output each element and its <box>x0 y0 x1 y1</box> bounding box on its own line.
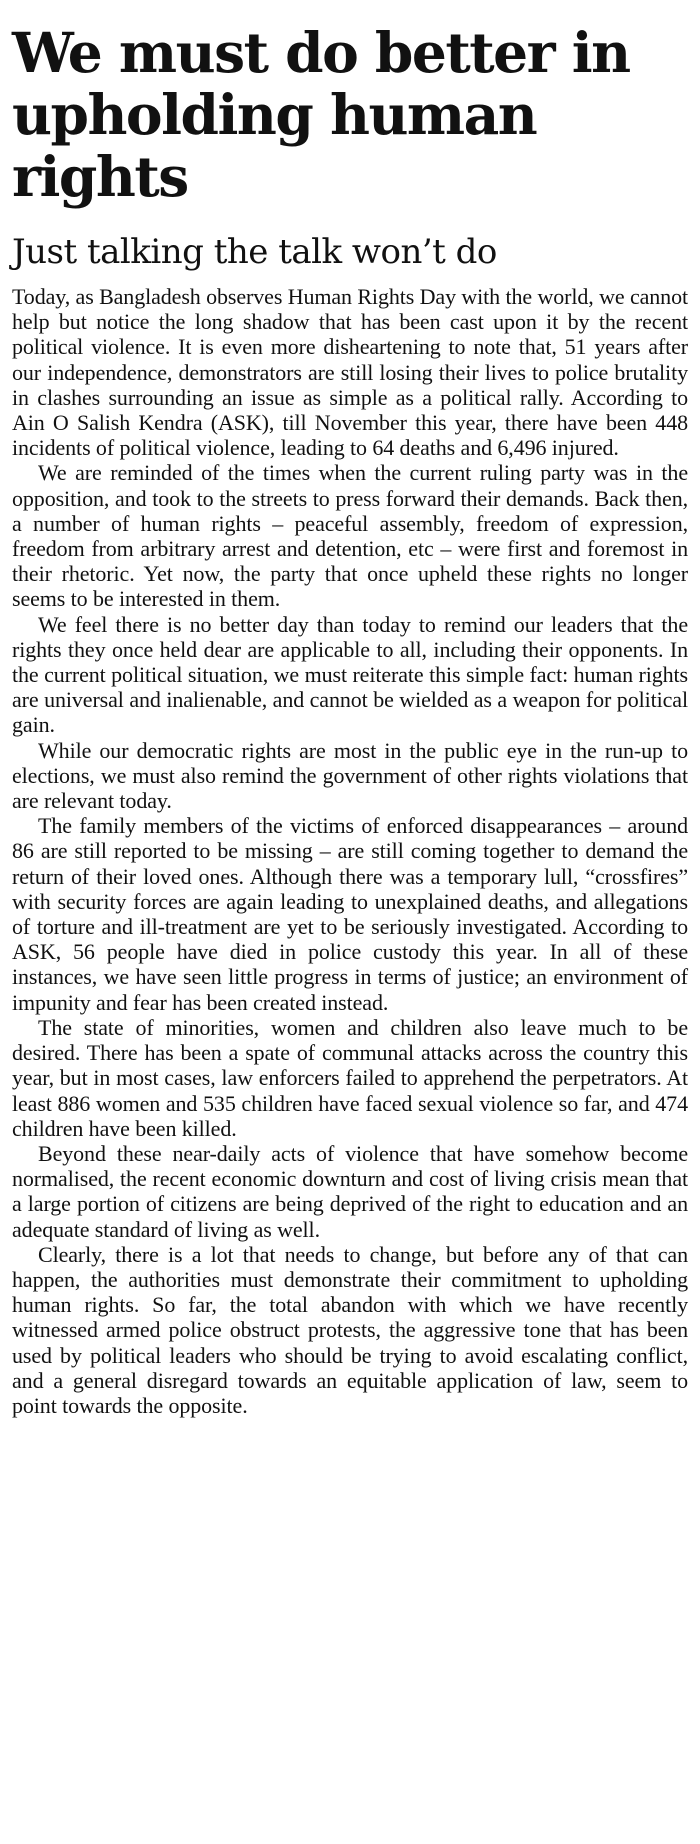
body-paragraph: While our democratic rights are most in the public eye in the run-up to elections, we must also remind the government of other rights violations that are relevant today. <box>12 737 688 814</box>
body-paragraph: The state of minorities, women and children also leave much to be desired. There has been a spate of communal attacks across the country this year, but in most cases, law enforcers failed to apprehend the perpetrators. At least 886 women and 535 children have faced sexual violence so far, and 474 children have been killed. <box>12 1014 688 1141</box>
body-paragraph: Clearly, there is a lot that needs to change, but before any of that can happen, the authorities must demonstrate their commitment to upholding human rights. So far, the total abandon with which we have recently witnessed armed police obstruct protests, the aggressive tone that has been used by political leaders who should be trying to avoid escalating conflict, and a general disregard towards an equitable application of law, seem to point towards the opposite. <box>12 1241 688 1418</box>
subheadline: Just talking the talk won’t do <box>12 232 497 272</box>
article-body <box>12 284 688 1418</box>
body-paragraph: Beyond these near-daily acts of violence that have somehow become normalised, the recent economic downturn and cost of living crisis mean that a large portion of citizens are being deprived of the right to education and an adequate standard of living as well. <box>12 1140 688 1242</box>
body-paragraph: We feel there is no better day than today to remind our leaders that the rights they once held dear are applicable to all, including their opponents. In the current political situation, we must reiterate this simple fact: human rights are universal and inalienable, and cannot be wielded as a weapon for political gain. <box>12 611 688 738</box>
body-paragraph: We are reminded of the times when the current ruling party was in the opposition, and took to the streets to press forward their demands. Back then, a number of human rights – peaceful assembly, freedom of expression, freedom from arbitrary arrest and detention, etc – were first and foremost in their rhetoric. Yet now, the party that once upheld these rights no longer seems to be interested in them. <box>12 460 688 612</box>
editorial-article <box>12 22 688 1418</box>
body-paragraph: The family members of the victims of enforced disappearances – around 86 are still reported to be missing – are still coming together to demand the return of their loved ones. Although there was a temporary lull, “crossfires” with security forces are again leading to unexplained deaths, and allegations of torture and ill-treatment are yet to be seriously investigated. According to ASK, 56 people have died in police custody this year. In all of these instances, we have seen little progress in terms of justice; an environment of impunity and fear has been created instead. <box>12 813 688 1015</box>
body-paragraph: Today, as Bangladesh observes Human Rights Day with the world, we cannot help but notice the long shadow that has been cast upon it by the recent political violence. It is even more disheartening to note that, 51 years after our independence, demonstrators are still losing their lives to police brutality in clashes surrounding an issue as simple as a political rally. According to Ain O Salish Kendra (ASK), till November this year, there have been 448 incidents of political violence, leading to 64 deaths and 6,496 injured. <box>12 284 688 461</box>
headline: We must do better in upholding human rights <box>12 20 630 209</box>
